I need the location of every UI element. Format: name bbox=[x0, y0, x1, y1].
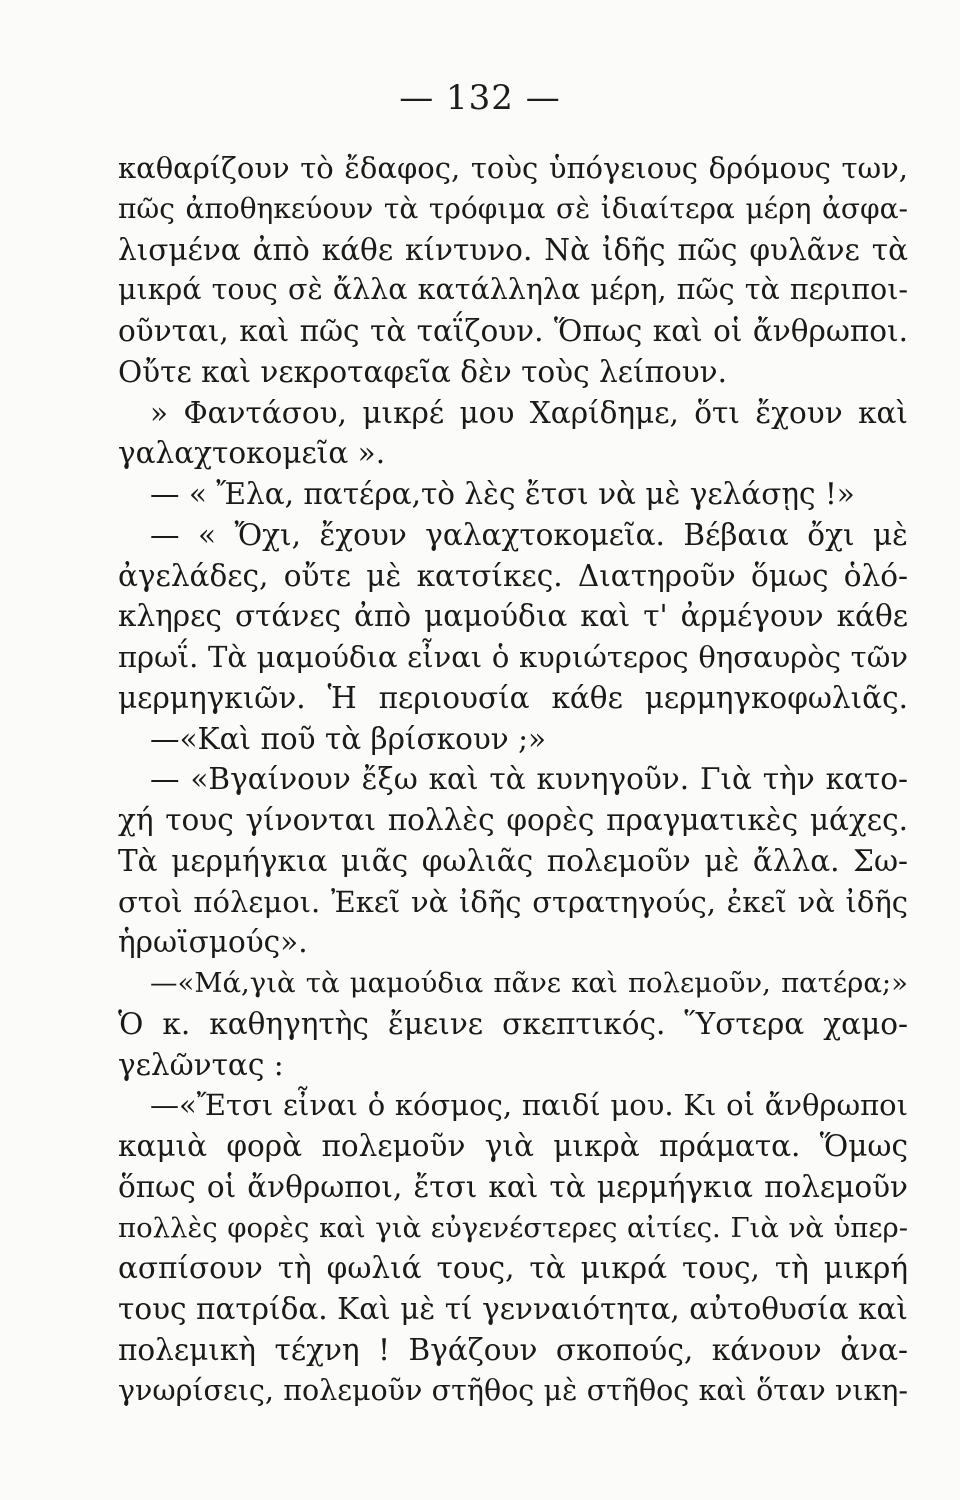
text-line: ὅπως οἱ ἄνθρωποι, ἔτσι καὶ τὰ μερμήγκια πολεμοῦν bbox=[118, 1169, 908, 1204]
text-line: πολεμικὴ τέχνη ! Βγάζουν σκοπούς, κάνουν ἀνα- bbox=[118, 1332, 908, 1367]
text-line: —«Καὶ ποῦ τὰ βρίσκουν ;» bbox=[150, 721, 547, 756]
page-number: — 132 — bbox=[399, 78, 561, 118]
text-line: χή τους γίνονται πολλὲς φορὲς πραγματικὲς μάχες. bbox=[118, 803, 908, 837]
text-line: ἡρωϊσμούς». bbox=[118, 925, 308, 960]
text-line: οῦνται, καὶ πῶς τὰ ταΐζουν. Ὅπως καὶ οἱ ἄνθρωποι. bbox=[118, 314, 908, 348]
text-line: καθαρίζουν τὸ ἔδαφος, τοὺς ὑπόγειους δρόμους των, bbox=[118, 151, 908, 185]
text-line: ἀγελάδες, οὔτε μὲ κατσίκες. Διατηροῦν ὅμως ὁλό- bbox=[118, 558, 908, 593]
text-line: στοὶ πόλεμοι. Ἐκεῖ νὰ ἰδῆς στρατηγούς, ἐκεῖ νὰ ἰδῆς bbox=[118, 884, 908, 919]
text-line: πολλὲς φορὲς καὶ γιὰ εὐγενέστερες αἰτίες. Γιὰ νὰ ὑπερ- bbox=[118, 1211, 908, 1244]
text-line: ασπίσουν τὴ φωλιά τους, τὰ μικρά τους, τὴ μικρή bbox=[118, 1251, 908, 1286]
text-line: καμιὰ φορὰ πολεμοῦν γιὰ μικρὰ πράματα. Ὅμως bbox=[118, 1129, 908, 1163]
text-line: —«Ἔτσι εἶναι ὁ κόσμος, παιδί μου. Κι οἱ ἄνθρωποι bbox=[150, 1088, 908, 1123]
body-text bbox=[118, 148, 908, 1411]
text-line: — « Ὄχι, ἔχουν γαλαχτοκομεῖα. Βέβαια ὄχι μὲ bbox=[150, 517, 908, 552]
text-line: Οὔτε καὶ νεκροταφεῖα δὲν τοὺς λείπουν. bbox=[118, 354, 727, 389]
text-line: Ὁ κ. καθηγητὴς ἔμεινε σκεπτικός. Ὕστερα χαμο- bbox=[118, 1006, 908, 1041]
text-line: γαλαχτοκομεῖα ». bbox=[118, 436, 386, 471]
text-line: μικρά τους σὲ ἄλλα κατάλληλα μέρη, πῶς τὰ περιποι- bbox=[118, 273, 908, 307]
text-line: μερμηγκιῶν. Ἡ περιουσία κάθε μερμηγκοφωλιᾶς. bbox=[118, 680, 908, 715]
text-line: — «Βγαίνουν ἔξω καὶ τὰ κυνηγοῦν. Γιὰ τὴν κατο- bbox=[150, 762, 908, 797]
text-line: τους πατρίδα. Καὶ μὲ τί γενναιότητα, αὐτοθυσία καὶ bbox=[118, 1292, 908, 1326]
text-line: πρωΐ. Τὰ μαμούδια εἶναι ὁ κυριώτερος θησαυρὸς τῶν bbox=[118, 640, 908, 674]
text-line: » Φαντάσου, μικρέ μου Χαρίδημε, ὅτι ἔχουν καὶ bbox=[150, 395, 908, 430]
text-line: πῶς ἀποθηκεύουν τὰ τρόφιμα σὲ ἰδιαίτερα μέρη ἀσφα- bbox=[118, 191, 908, 225]
text-line: Τὰ μερμήγκια μιᾶς φωλιᾶς πολεμοῦν μὲ ἄλλα. Σω- bbox=[118, 843, 908, 878]
text-line: γελῶντας : bbox=[118, 1047, 284, 1082]
text-line: κληρες στάνες ἀπὸ μαμούδια καὶ τ' ἀρμέγουν κάθε bbox=[118, 599, 908, 634]
text-line: — « Ἔλα, πατέρα,τὸ λὲς ἔτσι νὰ μὲ γελάσῃς !» bbox=[150, 477, 855, 511]
text-line: —«Μά,γιὰ τὰ μαμούδια πᾶνε καὶ πολεμοῦν, πατέρα;» bbox=[150, 967, 908, 999]
text-line: γνωρίσεις, πολεμοῦν στῆθος μὲ στῆθος καὶ ὅταν νικη- bbox=[118, 1373, 908, 1407]
text-line: λισμένα ἀπὸ κάθε κίντυνο. Νὰ ἰδῆς πῶς φυλᾶνε τὰ bbox=[118, 232, 908, 267]
